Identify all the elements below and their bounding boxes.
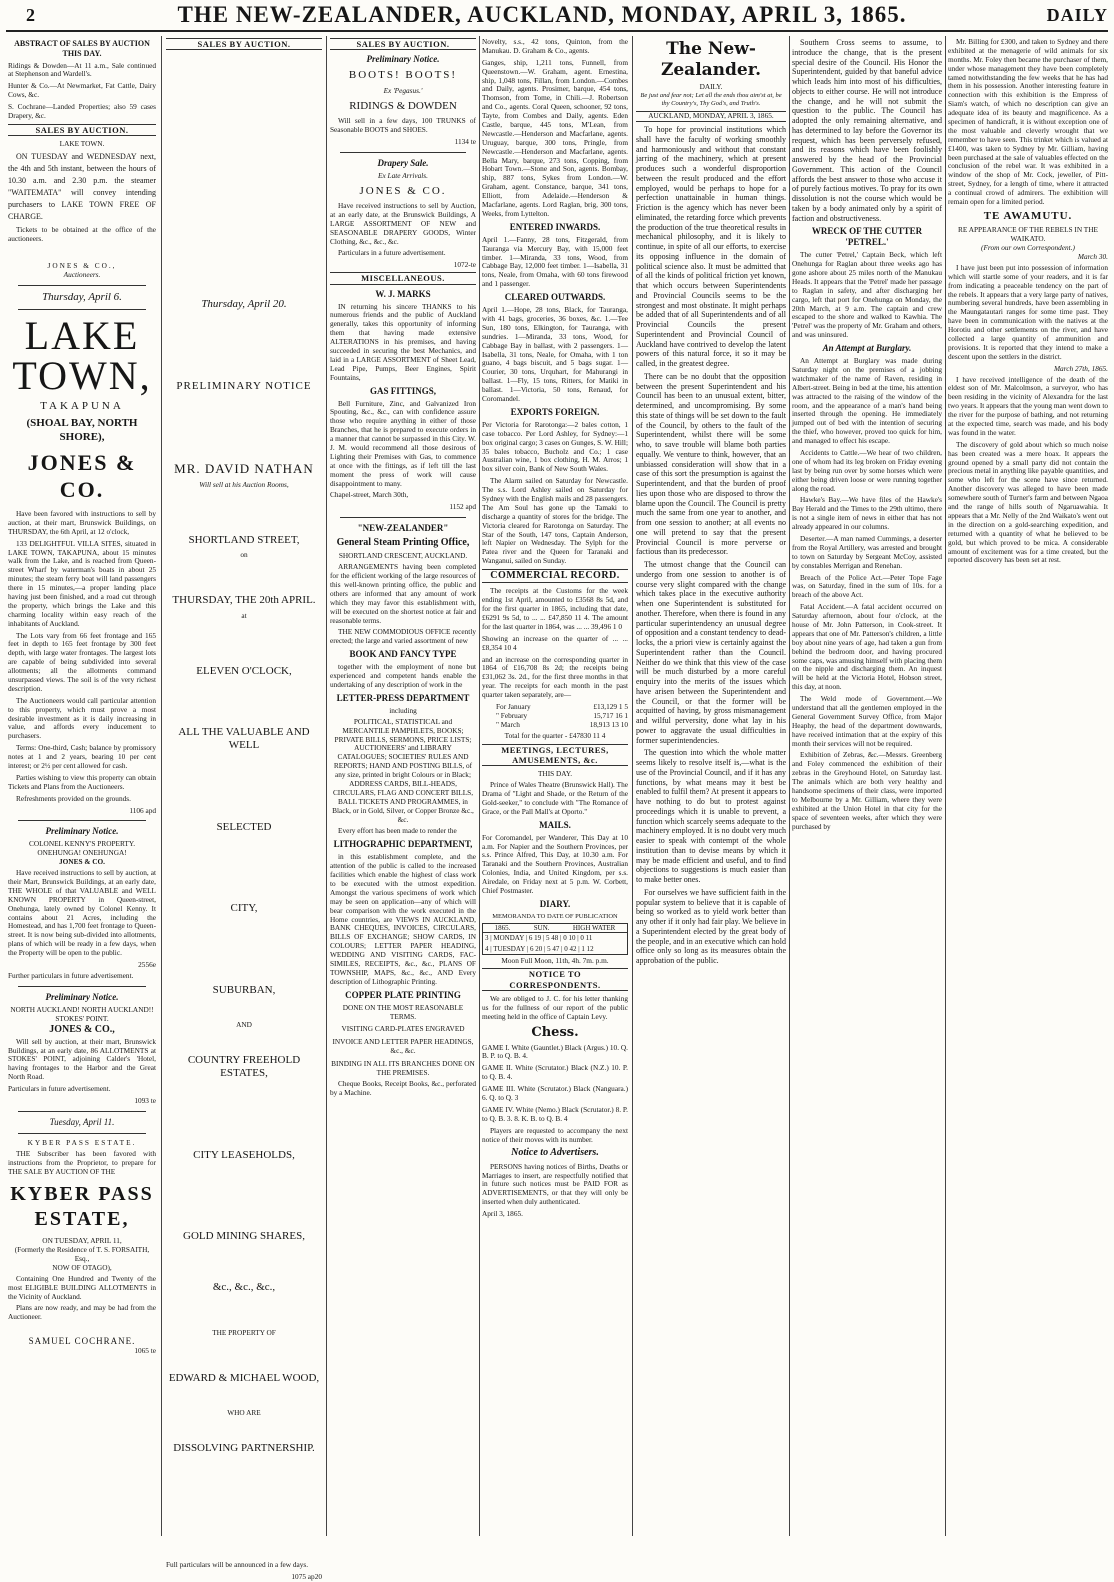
ad-text: Containing One Hundred and Twenty of the most ELIGIBLE BUILDING ALLOTMENTS in the Vicinity of Auckland.	[8, 1273, 156, 1301]
shipping-text: Novelty, s.s., 42 tons, Quinton, from the Manukau. D. Graham & Co., agents.	[482, 37, 628, 55]
news-paragraph: Breach of the Police Act.—Peter Tope Fage was, on Saturday, fined in the sum of 10s. for a breach of the above Act.	[792, 572, 942, 600]
notice-heading: Preliminary Notice.	[45, 991, 119, 1002]
divider	[18, 285, 146, 286]
section-heading: ENTERED INWARDS.	[509, 221, 601, 232]
sale-date: ON TUESDAY, APRIL 11,	[42, 1236, 122, 1246]
receipt-month: " March	[496, 719, 520, 729]
ad-text: Particulars in future advertisement.	[8, 1084, 111, 1094]
ad-text: The Lots vary from 66 feet frontage and 165 feet in depth to 165 feet frontage by 300 feet depth, with large water frontages. The largest lots are capable of being subdivided into several allotments; all the allotments command unsurpassed views. The soil is of the very richest description.	[8, 630, 156, 693]
ad-text: NOW OF OTAGO),	[52, 1262, 112, 1272]
auctioneer-name: JONES & CO.,	[47, 260, 117, 270]
section-heading: CLEARED OUTWARDS.	[504, 292, 606, 303]
ad-text: POLITICAL, STATISTICAL and MERCANTILE PAMPHLETS, BOOKS; PRIVATE BILLS, SERMONS, PRICE LISTS; AUCTIONEERS' and LIBRARY CATALOGUES; SOCIETIES' RULES AND REPORTS; HAND AND POSTING BILLS, of any size, printed in bright Colours or in Black; ADDRESS CARDS, BILL-HEADS, CIRCULARS, FLAG AND CONCERT BILLS, BALL TICKETS AND PROGRAMMES, in Black, or in Gold, Silver, or Copper Bronze &c., &c.	[332, 716, 474, 824]
editorial-paragraph: The utmost change that the Council can undergo from one session to another is of course very slight compared with the change which takes place in the executive authority when one Superintendent is substituted for another. Therefore, when there is found in any particular superintendency an unusual degree of opposition and a constant tendency to dead-locks, the a priori view is certainly against the Superintendent rather than the Council. Neither do we think that this view of the case will be much disturbed by a more careful enquiry into the merits of the issues which have arisen between the Superintendent and the Council, or that the former will be acquitted of having, by gross mismanagement and wilful perversity, done what lay in his power to aggravate the usual difficulties in former superintendencies.	[636, 560, 786, 745]
location-name: ONEHUNGA! ONEHUNGA!	[37, 848, 127, 858]
divider	[18, 1133, 146, 1134]
property-name: COLONEL KENNY'S PROPERTY.	[28, 839, 136, 849]
editorial-masthead: The New-Zealander.	[660, 39, 762, 80]
column-3	[330, 36, 476, 1536]
auctioneer-name: SAMUEL COCHRANE.	[28, 1336, 136, 1347]
news-paragraph: Deserter.—A man named Cummings, a deserter from the Royal Artillery, was arrested and brought to town on Saturday by Sergeant McCoy, assisted by constables Merrigan and Renehan.	[792, 533, 942, 570]
ad-text: Full particulars will be announced in a few days.	[166, 1560, 309, 1570]
masthead	[6, 0, 1108, 32]
section-heading: Notice to Advertisers.	[511, 1147, 599, 1159]
receipt-amount: £13,129 1 5	[593, 701, 628, 711]
subheading: THIS DAY.	[537, 769, 573, 779]
ad-heading: General Steam Printing Office,	[336, 537, 470, 549]
notice-date: April 3, 1865.	[482, 1209, 523, 1219]
section-heading: SALES BY AUCTION.	[166, 38, 322, 50]
ad-text: Will sell by auction, at their mart, Brunswick Buildings, at an early date, 86 ALLOTMENTS at STOKES' POINT, adjoining Calder's 'Hotel, having frontages to the Harbor and the Great North Road.	[8, 1036, 156, 1082]
commercial-text: The receipts at the Customs for the week ending 1st April, amounted to £3568 8s 5d, and for the first quarter in 1865, including that date, £6291 9s 5d, to ... ... £47,850 11 4. The amount for the last quarter in 1864, was ... ... 39,496 1 0	[482, 586, 628, 631]
divider	[18, 986, 146, 987]
news-heading: WRECK OF THE CUTTER 'PETREL.'	[811, 226, 923, 248]
ad-text: THE PROPERTY OF	[212, 1327, 276, 1337]
ad-heading: BOOTS! BOOTS!	[348, 69, 458, 82]
shipping-text: April 1.—Fanny, 28 tons, Fitzgerald, from Tauranga via Mercury Bay, with 15,000 feet timber. 1—Miranda, 33 tons, Wood, from Cabbage Bay, 12,000 feet timber. 1—Isabella, 31 tons, Neale, from Omaha, with 60 tons firewood and 1 passenger.	[482, 234, 628, 289]
monthly-receipts	[482, 703, 628, 730]
ad-heading: COPPER PLATE PRINTING	[345, 989, 461, 1000]
ad-text: Will sell at his Auction Rooms,	[199, 480, 289, 490]
meetings-text: Prince of Wales Theatre (Brunswick Hall). The Drama of "Light and Shade, or the Return of the Gold-seeker," to conclude with "The Romance of Grace, or the Pall Mall's at Oporto."	[482, 780, 628, 816]
diary-subtitle: MEMORANDA TO DATE OF PUBLICATION	[492, 912, 618, 920]
column-rule	[479, 36, 480, 1536]
abstract-title: ABSTRACT OF SALES BY AUCTION THIS DAY.	[14, 39, 150, 58]
section-heading: MAILS.	[539, 819, 571, 830]
motto: Be just and fear not; Let all the ends thou aim'st at, be thy Country's, Thy God's, and Truth's.	[640, 92, 782, 108]
ad-text: Will sell in a few days, 100 TRUNKS of Seasonable BOOTS and SHOES.	[330, 116, 476, 134]
shipping-text: April 1.—Hope, 28 tons, Black, for Tauranga, with 41 bags, groceries, 36 boxes, &c. 1.—Tee Sun, 180 tons, Elkington, for Tauranga, with sundries. 1—Miranda, 33 tons, Wood, for Cabbage Bay in ballast, with 2 passengers. 1—Isabella, 31 tons, Neale, for Omaha, with 1 ton guano, 4 bags biscuit, and 5 bags sugar. 1—Courier, 30 tons, Urquhart, for Mahurangi in ballast. 1—Fly, 15 tons, Ritters, for Matiki in ballast. 1—Victoria, 50 tons, Renaud, for Coromandel.	[482, 305, 628, 403]
ad-code: 1152 apd	[449, 502, 476, 512]
ad-text: Have been favored with instructions to sell by auction, at their mart, Brunswick Buildings, on THURSDAY, the 6th April, at 12 o'clock,	[8, 508, 156, 536]
ad-text: Ex 'Pegasus.'	[383, 85, 423, 95]
column-rule	[945, 36, 946, 1536]
abstract-item: S. Cochrane—Landed Properties; also 59 cases Drapery, &c.	[8, 102, 156, 120]
section-heading: MISCELLANEOUS.	[330, 272, 476, 284]
ad-text: SELECTED	[216, 820, 272, 833]
location-name: SHORTLAND STREET,	[188, 533, 300, 546]
auctioneer-name: JONES & CO.	[58, 857, 105, 867]
ad-text: &c., &c., &c.,	[212, 1281, 276, 1294]
notice-heading: Preliminary Notice.	[366, 54, 440, 65]
editorial-paragraph: For ourselves we have sufficient faith in the popular system to believe that it is capable of being so worked as to yield work better than any other if it only had fair play. We believe in a Superintendent elected by the great body of the people, and in an executive which can hold office only so long as its measures obtain the approbation of the public.	[636, 887, 786, 966]
mails-text: For Coromandel, per Wanderer, This Day at 10 a.m. For Napier and the Southern Provinces, per s.s. Prince Alfred, This Day, at 10.30 a.m. For Taranaki and the Southern Provinces, Australian Colonies, India, and United Kingdom, per s.s. Airedale, on Friday next at 5 p.m. W. Corbett, Chief Postmaster.	[482, 832, 628, 896]
column-rule	[326, 36, 327, 1536]
chess-heading: Chess.	[531, 1024, 579, 1040]
auctioneer-name: MR. DAVID NATHAN	[174, 461, 314, 477]
editorial-paragraph: Southern Cross seems to assume, to introduce the change, that is the present special desire of the Council. His Honor the Superintendent, guided by that baneful advice which leads him into most of his difficulties, objects to either course. He will not introduce the change, and he will not submit the question to the public. The Council has adopted the only remaining alternative, and has determined to lay before the Governor its request, which has been perversely refused, and its reasons which have been foolishly answered by the head of the Provincial Government. This action of the Council affords the best answer to those who accuse it of purely factious motives. To pray for its own dissolution is not the course which would be taken by a body animated only by a spirit of faction and obstructiveness.	[792, 38, 942, 223]
receipt-month: For January	[496, 701, 531, 711]
news-paragraph: An Attempt at Burglary was made during Saturday night on the premises of a jobbing watchmaker of the name of Raven, residing in Albert-street. Being in bed at the time, his attention was attracted to the raising of the window of the room, and the appearance of a man's hand being inserted through the opening. He immediately jumped out of bed with the intention of securing the thief, who however, proved too quick for him, and managed to effect his escape.	[792, 356, 942, 446]
chess-game: GAME II. White (Scrutator.) Black (N.Z.) 10. P. to Q. B. 4.	[482, 1063, 628, 1082]
page-number: 2	[26, 4, 35, 25]
editorial-paragraph: The question into which the whole matter seems likely to resolve itself is,—what is the use of the Provincial Council, and if it has any functions, by what means may it best be enabled to fulfil them? At present it appears to have nothing to do but to protest against proceedings which it is unable to prevent, a function which scarcely seems adequate to the machinery employed. It is no doubt very much easier to speak with contempt of the whole institution than to devise means by which it may be made efficient and useful, and to find objections to suggestions is much easier than to make better ones.	[636, 748, 786, 885]
edition-label: DAILY	[1046, 4, 1108, 25]
receipt-amount: 15,717 16 1	[593, 710, 628, 720]
section-heading: COMMERCIAL RECORD.	[482, 569, 628, 583]
location-detail: (SHOAL BAY, NORTH SHORE),	[26, 417, 138, 443]
ad-text: THE Subscriber has been favored with instructions from the Proprietor, to prepare for THE SALE BY AUCTION OF THE	[8, 1148, 156, 1176]
shipping-text: The Alarm sailed on Saturday for Newcastle. The s.s. Lord Ashley sailed on Saturday for Sydney with the English mails and 28 passengers. The Am Soul has gone up the Tamaki to discharge a quantity of stores for the bridge. The Victoria cleared for Rarotonga on Saturday. The Star of the South, 147 tons, Captain Anderson, left Napier on Wednesday. The Sylph for the Patea river and the Queen for Taranaki and Wanganui, sailed on Sunday.	[482, 476, 628, 566]
chess-game: GAME III. White (Scrutator.) Black (Nanguara.) 6. Q. to Q. 3	[482, 1084, 628, 1102]
news-paragraph: I have just been put into possession of information which will startle some of your readers, and it is far from indicating a peaceable tendency on the part of the rebels. It appears that a very large party of natives, numbering several hundreds, have been assembling in the Maungatautari ranges for some time past. They have been in communication with the natives at the Horotiu and other settlements on the river, and have collected a large quantity of ammunition and provisions. It is reported that they intend to make a descent upon the settlers in the district.	[948, 262, 1108, 361]
divider	[340, 517, 466, 518]
editorial-paragraph: There can be no doubt that the opposition between the present Superintendent and his Council has been to an unusual extent, bitter, determined, and uncompromising. By some this state of things will be set down to the fault of the Council, by others to the fault of the Superintendent, whilst there will be some who, to save trouble will blame both parties equally. We venture to think, however, that an unbiassed consideration will show that in a case of this sort the presumption is against the Superintendent, and that the burden of proof lies upon those who are disposed to throw the blame upon the Council. The Council is pretty much the same from one year to another, and from one session to another; at all events no one will pretend to say that the present Provincial Council is more perverse or factious than its predecessor.	[636, 371, 786, 557]
sale-date: Thursday, April 6.	[42, 290, 122, 303]
sale-date: THURSDAY, THE 20th APRIL.	[172, 594, 316, 607]
auctioneer-name: RIDINGS & DOWDEN	[349, 99, 457, 112]
notice-heading: PRELIMINARY NOTICE	[176, 379, 312, 392]
shipping-text: Ganges, ship, 1,211 tons, Funnell, from Queenstown.—W. Graham, agent. Ernestina, ship, 1,048 tons, Fillan, from London.—Combes and Daily, agents. Prosimer, barque, 454 tons, Thomson, from Tome, in Chili.—J. Robertson and Co., agents. Coral Queen, schooner, 92 tons, Tayte, from Combes and Daily, agents. Eden Castle, barque, 445 tons, M'Lean, from Newcastle.—Henderson and Macfarlane, agents. Uruguay, barque, 300 tons, Pringle, from Newcastle.—Henderson and Macfarlane, agents. Bella Mary, barque, 273 tons, Copping, from Hobart Town.—Stone and Son, agents. Bombay, ship, 887 tons, Sykes from London.—W. Graham, agent. Constance, barque, 341 tons, Elliott, from Adelaide.—Henderson & Macfarlane, agents. Lord Raglan, brig, 300 tons, Weeks, from Lyttelton.	[482, 57, 628, 218]
moon-phase: Moon Full Moon, 11th, 4h. 7m. p.m.	[501, 956, 609, 966]
diary-header	[483, 924, 627, 934]
news-subheading: RE APPEARANCE OF THE REBELS IN THE WAIKATO.	[957, 225, 1098, 244]
commercial-text: Showing an increase on the quarter of ... ... £8,354 10 4	[482, 633, 628, 652]
ad-text: ARRANGEMENTS having been completed for the efficient working of the large resources of this well-known printing office, the public and others are informed that any amount of work which they may favor this establishment with, will be executed on the shortest notice at fair and reasonable terms.	[330, 562, 476, 625]
ad-text: together with the employment of none but experienced and competent hands enable the undertaking of any description of work in the	[330, 662, 476, 690]
notice-heading: Preliminary Notice.	[45, 826, 119, 837]
chess-game: GAME I. White (Gauntlet.) Black (Argus.) 10. Q. B. P. to Q. B. 4.	[482, 1042, 628, 1061]
ad-text: Plans are now ready, and may be had from the Auctioneer.	[8, 1303, 156, 1322]
section-heading: NOTICE TO CORRESPONDENTS.	[482, 968, 628, 991]
column-6	[792, 36, 942, 1536]
chess-game: GAME IV. White (Nemo.) Black (Scrutator.) 8. P. to Q. B. 3. 8. K. B. to Q. B. 4	[482, 1104, 628, 1123]
sale-date: Tuesday, April 11.	[49, 1116, 115, 1127]
receipts-total: Total for the quarter - £47830 11 4	[504, 730, 606, 740]
ad-text: Bell Furniture, Zinc, and Galvanized Iron Spouting, &c., &c., can with confidence assure those who require anything in either of those Branches, that he is prepared to execute orders in a manner that cannot be surpassed in this City. W. J. M. would recommend all those desirous of Lighting their Premises with Gas, to commence at once with the fittings, as if left till the last moment the press of work will cause disappointment to many.	[330, 398, 476, 488]
diary-table	[482, 923, 628, 956]
ad-text: The Auctioneers would call particular attention to this property, which must prove a most desirable investment as it is daily increasing in value, and affords every inducement to purchasers.	[8, 695, 156, 741]
divider	[18, 820, 146, 821]
ad-text: ALL THE VALUABLE AND WELL	[178, 725, 310, 752]
ad-heading: "NEW-ZEALANDER"	[357, 523, 449, 534]
connector: AND	[236, 1019, 252, 1029]
ad-text: Tickets to be obtained at the office of the auctioneers.	[8, 225, 156, 243]
ad-text: ON TUESDAY and WEDNESDAY next, the 4th and 5th instant, between the hours of 10.30 a.m. and 2.30 p.m. the steamer "WAITEMATA" will convey intending purchasers to LAKE TOWN FREE OF CHARGE.	[8, 152, 156, 222]
ad-text: Chapel-street, March 30th,	[330, 490, 409, 500]
ad-text: Terms: One-third, Cash; balance by promissory notes at 1 and 2 years, bearing 10 per cent interest; or 2½ per cent allowed for cash.	[8, 743, 156, 770]
column-rule	[789, 36, 790, 1536]
location-name: STOKES' POINT.	[55, 1013, 109, 1023]
ad-heading: BOOK AND FANCY TYPE	[349, 649, 457, 660]
ad-text: SUBURBAN,	[212, 983, 276, 996]
diary-row: 3 | MONDAY | 6 19 | 5 48 | 0 10 | 0 11	[485, 934, 593, 943]
commercial-text: and an increase on the corresponding quarter in 1864 of £16,708 8s 2d; the receipts being £31,062 3s. 2d., for the first three months in that year. The receipts for each month in the past quarter taken separately, are—	[482, 654, 628, 700]
ad-code: 1093 te	[134, 1096, 156, 1106]
column-2	[166, 36, 322, 1582]
diary-col: SUN.	[533, 923, 550, 932]
ad-code: 1075 ap20	[291, 1572, 322, 1582]
ad-text: CITY,	[230, 902, 258, 915]
ad-text: DONE ON THE MOST REASONABLE TERMS.	[342, 1002, 464, 1021]
receipt-amount: 18,913 13 10	[589, 719, 628, 729]
ad-text: COUNTRY FREEHOLD ESTATES,	[187, 1053, 301, 1080]
ad-heading: LITHOGRAPHIC DEPARTMENT,	[333, 839, 473, 850]
news-paragraph: Hawke's Bay.—We have files of the Hawke's Bay Herald and the Times to the 29th ultimo, there is not a single item of news in either that has not already appeared in our columns.	[792, 495, 942, 532]
ad-text: IN returning his sincere THANKS to his numerous friends and the public of Auckland generally, takes this opportunity of informing them that having made extensive ALTERATIONS in his premises, and having succeeded in securing the best Mechanics, and laid in a LARGE ASSORTMENT of Sheet Lead, Lead Pipe, Pumps, Beer Engines, Spirit Fountains,	[330, 301, 476, 382]
notice-heading: Drapery Sale.	[377, 157, 429, 168]
ad-heading: LETTER-PRESS DEPARTMENT	[336, 692, 470, 703]
column-4	[482, 36, 628, 1536]
ad-text: in this establishment complete, and the attention of the public is called to the increased facilities which enable the highest of class work to be executed with the utmost expedition. Amongst the various specimens of work which may be seen on application—any of which will bear comparison with the work executed in the Home countries, are VIEWS IN AUCKLAND, BANK CHEQUES, INVOICES, CIRCULARS, BILLS OF EXCHANGE; SHOW CARDS, IN COLOURS; LETTER PAPER HEADING, WEDDING AND VISITING CARDS, FAC-SIMILES, RECEIPTS, &c., &c., PLANS OF TOWNSHIP, MAPS, &c., &c., AND Every description of Lithographic Printing.	[330, 852, 476, 986]
lake-town-heading: LAKE TOWN,	[12, 313, 152, 399]
column-7	[948, 36, 1108, 1536]
auctioneer-title: Auctioneers.	[63, 269, 101, 279]
ad-code: 1072-te	[453, 260, 476, 270]
news-paragraph: Fatal Accident.—A fatal accident occurred on Saturday afternoon, about four o'clock, at the house of Mr. John Patterson, in Cook-street. It appears that one of Mr. Patterson's children, a little boy about nine years of age, had taken a gun from behind the bedroom door, and having procured some caps, was amusing himself with placing them on the nipple and discharging them. An inquest will be held at the Victoria Hotel, Hobson street, this day, at noon.	[792, 602, 942, 692]
section-heading: DIARY.	[539, 898, 571, 909]
ad-text: THE NEW COMMODIOUS OFFICE recently erected; the large and varied assortment of new	[330, 627, 476, 646]
news-paragraph: Mr. Billing for £300, and taken to Sydney and there exhibited at the menagerie of wild animals for six months. Mr. Foley then became the purchaser of them, under whose management they have been completely tamed notwithstanding the few weeks that he has had them in his possession. Another interesting feature in connection with this exhibition is the Empress of Siam's watch, of which no description can give an adequate idea of its beauty and magnificence. As a specimen of handicraft, it is without exception one of the most valuable and cleverly wrought that we remember to have seen. This trinket which is valued at £1400, was taken to Sydney by Mr. Gilliam, having been purchased at the sale of valuables effected on the conclusion of the rebel war. It was exhibited in a window of the shop of Mr. Cock, jeweller, of Pitt-street, Sydney, for a length of time, where it attracted a continual crowd of admirers. The exhibition will remain open for a limited period.	[948, 37, 1108, 207]
ad-heading: KYBER PASS ESTATE.	[27, 1137, 137, 1147]
section-heading: EXPORTS FOREIGN.	[510, 406, 600, 417]
ad-text: Particulars in a future advertisement.	[338, 248, 446, 258]
ad-code: 1065 te	[134, 1346, 156, 1356]
dateline: AUCKLAND, MONDAY, APRIL 3, 1865.	[636, 111, 786, 122]
receipt-row	[496, 721, 628, 730]
ad-code: 1134 te	[454, 136, 476, 146]
news-heading: TE AWAMUTU.	[983, 209, 1073, 222]
ad-text: Further particulars in future advertisement.	[8, 970, 134, 980]
ad-text: GOLD MINING SHARES,	[183, 1230, 305, 1243]
newspaper-title: THE NEW-ZEALANDER, AUCKLAND, MONDAY, APRIL 3, 1865.	[177, 2, 907, 27]
news-paragraph: Exhibition of Zebras, &c.—Messrs. Greenberg and Foley commenced the exhibition of their zebras in the Greyhound Hotel, on Saturday last. The animals which are both very healthy and handsome specimens of their class, were imported to Melbourne by a Mr. Gilliam, where they were exhibited at the Union Hotel in that city for the space of seventeen weeks, after which they were purchased by	[792, 750, 942, 831]
news-paragraph: The discovery of gold about which so much noise has been created was a mere hoax. It appears the ground opened by a small party did not contain the precious metal in anything like payable quantities, and some who left for the scene have since returned. Another discovery was alleged to have been made somewhere south of Turner's farm and between Ngaoa and the range of hills south of Ngaruawahia. It appears that a Mr. Nelly of the 2nd Waikato's went out in the direction on a gold-searching expedition, and returned with a quantity of what he believed to be gold, but which proved to be mica. A considerable amount of excitement was for a time created, but the reported discovery has been set at rest.	[948, 439, 1108, 565]
ad-text: Parties wishing to view this property can obtain Tickets and Plans from the Auctioneers.	[8, 772, 156, 791]
shipping-text: Per Victoria for Rarotonga:—2 bales cotton, 1 case tobacco. Per Lord Ashley, for Sydney:—1 box original cargo; 3 cases on Gunges, S. W. Hill; 35 bales tobacco, Bucholz and Co.; 1 case Australian wine, 1 box clothing, H. M. Arros; 1 box silver coin, Bank of New South Wales.	[482, 419, 628, 474]
dateline: March 27th, 1865.	[1053, 363, 1108, 373]
kyber-heading: KYBER PASS ESTATE,	[10, 1183, 154, 1230]
diary-col: HIGH WATER	[572, 923, 616, 932]
ad-text: (Formerly the Residence of T. S. FORSAITH, Esq.,	[14, 1245, 150, 1264]
notice-text: We are obliged to J. C. for his letter thanking us for the fullness of our report of the public meeting held in the office of Captain Levy.	[482, 994, 628, 1021]
news-heading: An Attempt at Burglary.	[822, 343, 912, 354]
ad-text: VISITING CARD-PLATES ENGRAVED	[341, 1024, 465, 1034]
section-heading: SALES BY AUCTION.	[8, 124, 156, 136]
owner-name: EDWARD & MICHAEL WOOD,	[168, 1371, 320, 1384]
ad-text: Have received instructions to sell by Auction, at an early date, at the Brunswick Buildings, A LARGE ASSORTMENT OF NEW and SEASONABLE DRAPERY GOODS, Winter Clothing, &c., &c., &c.	[330, 200, 476, 246]
ad-text: INVOICE AND LETTER PAPER HEADINGS, &c., &c.	[332, 1037, 474, 1056]
advertiser-name: W. J. MARKS	[375, 288, 431, 299]
section-heading: SALES BY AUCTION.	[330, 38, 476, 50]
news-paragraph: The Weld mode of Government.—We understand that all the gentlemen employed in the General Government Survey Office, from Major Heaphy, the head of the department downwards, have received intimation that at the expiry of this month their services will not be required.	[792, 694, 942, 748]
column-5	[636, 36, 786, 1536]
ad-text: SHORTLAND CRESCENT, AUCKLAND.	[338, 551, 468, 561]
connector: at	[241, 610, 247, 620]
ad-text: BINDING IN ALL ITS BRANCHES DONE ON THE PREMISES.	[331, 1059, 475, 1077]
receipt-month: " February	[496, 710, 528, 720]
location-name: TAKAPUNA	[40, 400, 124, 413]
ad-heading: LAKE TOWN.	[59, 139, 105, 149]
chess-note: Players are requested to accompany the next notice of their moves with its number.	[482, 1125, 628, 1144]
ad-text: Every effort has been made to render the	[338, 826, 457, 836]
ad-text: Ex Late Arrivals.	[378, 170, 428, 180]
ad-text: Cheque Books, Receipt Books, &c., perforated by a Machine.	[330, 1078, 476, 1097]
editorial-paragraph: To hope for provincial institutions which shall have the faculty of working smoothly and harmoniously and without that constant jarring of the machinery, which at present produces such a wonderful disproportion between the result produced and the effort employed, would be perhaps to hope for a perfection unattainable in human things. Friction is the agency which has never been eliminated, the retarding force which prevents the production of the true theoretical results in mechanical philosophy, and it is likely to continue, in spite of all our efforts, to exercise its opposing influence in the domain of political science also. It must be admitted that of all the kinds of political friction yet known, that which occurs between Superintendents and Provincial Councils seems to be the strongest and most obstinate. It might perhaps be added that of all Superintendents and of all Provincial Councils the present Superintendent and Provincial Council of Auckland have contrived to develop the latent powers of this natural force, it so it may be called, in the greatest degree.	[636, 125, 786, 369]
location-name: NORTH AUCKLAND! NORTH AUCKLAND!!	[10, 1004, 154, 1014]
ad-text: including	[389, 705, 417, 715]
edition-label: DAILY.	[699, 82, 723, 92]
divider	[18, 1111, 146, 1112]
news-paragraph: I have received intelligence of the death of the eldest son of Mr. Malcolmson, a surveyor, who has been residing in the vicinity of Alexandra for the last two years. It appears that the young man went down to the river for the purpose of bathing, and not returning at the expected time, search was made, and his body was found in the water.	[948, 374, 1108, 437]
section-heading: MEETINGS, LECTURES, AMUSEMENTS, &c.	[482, 744, 628, 767]
correspondent-line: (From our own Correspondent.)	[981, 243, 1075, 253]
column-rule	[632, 36, 633, 1536]
ad-text: CITY LEASEHOLDS,	[193, 1148, 295, 1161]
sale-time: ELEVEN O'CLOCK,	[196, 664, 292, 677]
diary-col: 1865.	[494, 923, 511, 932]
divider	[18, 309, 146, 310]
ad-text: Refreshments provided on the grounds.	[16, 793, 131, 803]
ad-code: 1106 apd	[129, 805, 156, 815]
abstract-item: Hunter & Co.—At Newmarket, Fat Cattle, Dairy Cows, &c.	[8, 81, 156, 100]
column-1	[8, 36, 156, 1536]
ad-heading: GAS FITTINGS,	[369, 385, 437, 396]
ad-text: Have received instructions to sell by auction, at their Mart, Brunswick Buildings, at an early date, THE WHOLE of that VALUABLE and WELL KNOWN PROPERTY in Queen-street, Onehunga, lately owned by Colonel Kenny. It contains about 21 Acres, including the Homestead, and has 1,700 feet frontage to Queen-street. It is now being sub-divided into allotments, plans of which will be ready in a few days, when the Property will be open to the public.	[8, 868, 156, 958]
auctioneer-name-large: JONES & CO.	[27, 450, 137, 503]
auctioneer-name: JONES & CO.,	[49, 1023, 115, 1035]
diary-row: 4 | TUESDAY | 6 20 | 5 47 | 0 42 | 1 12	[485, 944, 594, 953]
abstract-item: Ridings & Dowden—At 11 a.m., Sale continued at Stephenson and Wardell's.	[8, 60, 156, 79]
connector: on	[240, 550, 248, 560]
news-paragraph: The cutter 'Petrel,' Captain Beck, which left Onehunga for Raglan about three weeks ago has gone ashore about 25 miles north of the Manukau Heads. It appears that the 'Petrel' made her passage to Raglan in safety, and after discharging her cargo, left that port for Onehunga on Monday, the 20th March, at 9 a.m. The captain and crew escaped to the shore and walked to Kawhia. The 'Petrel' was the property of Mr. Graham and others, and was uninsured.	[792, 250, 942, 340]
column-rule	[161, 36, 162, 1536]
connector: WHO ARE	[227, 1408, 261, 1418]
ad-text: 133 DELIGHTFUL VILLA SITES, situated in LAKE TOWN, TAKAPUNA, about 15 minutes walk from the Lake, and is reached from Queen-street Wharf by waterman's boats in about 25 minutes; the steam ferry boat will land passengers there in 15 minutes,—a proper landing place having just been finished, and a road cut through the property, which brings the Lake and this charming locality within easy reach of the inhabitants of Auckland.	[8, 538, 156, 628]
ad-text: DISSOLVING PARTNERSHIP.	[173, 1442, 315, 1455]
divider	[340, 152, 466, 153]
sale-date: Thursday, April 20.	[201, 298, 287, 311]
news-paragraph: Accidents to Cattle.—We hear of two children, one of whom had its leg broken on Friday evening last by being run over by some horses which were either being driven loose or were running together along the road.	[792, 447, 942, 493]
advertisers-notice: PERSONS having notices of Births, Deaths or Marriages to insert, are respectfully notified that in future such notices must be PAID FOR as ADVERTISEMENTS, or that they will only be inserted when duly authenticated.	[482, 1161, 628, 1207]
auctioneer-name: JONES & CO.	[359, 184, 447, 197]
dateline: March 30.	[1077, 252, 1108, 261]
ad-code: 2556e	[138, 959, 156, 969]
